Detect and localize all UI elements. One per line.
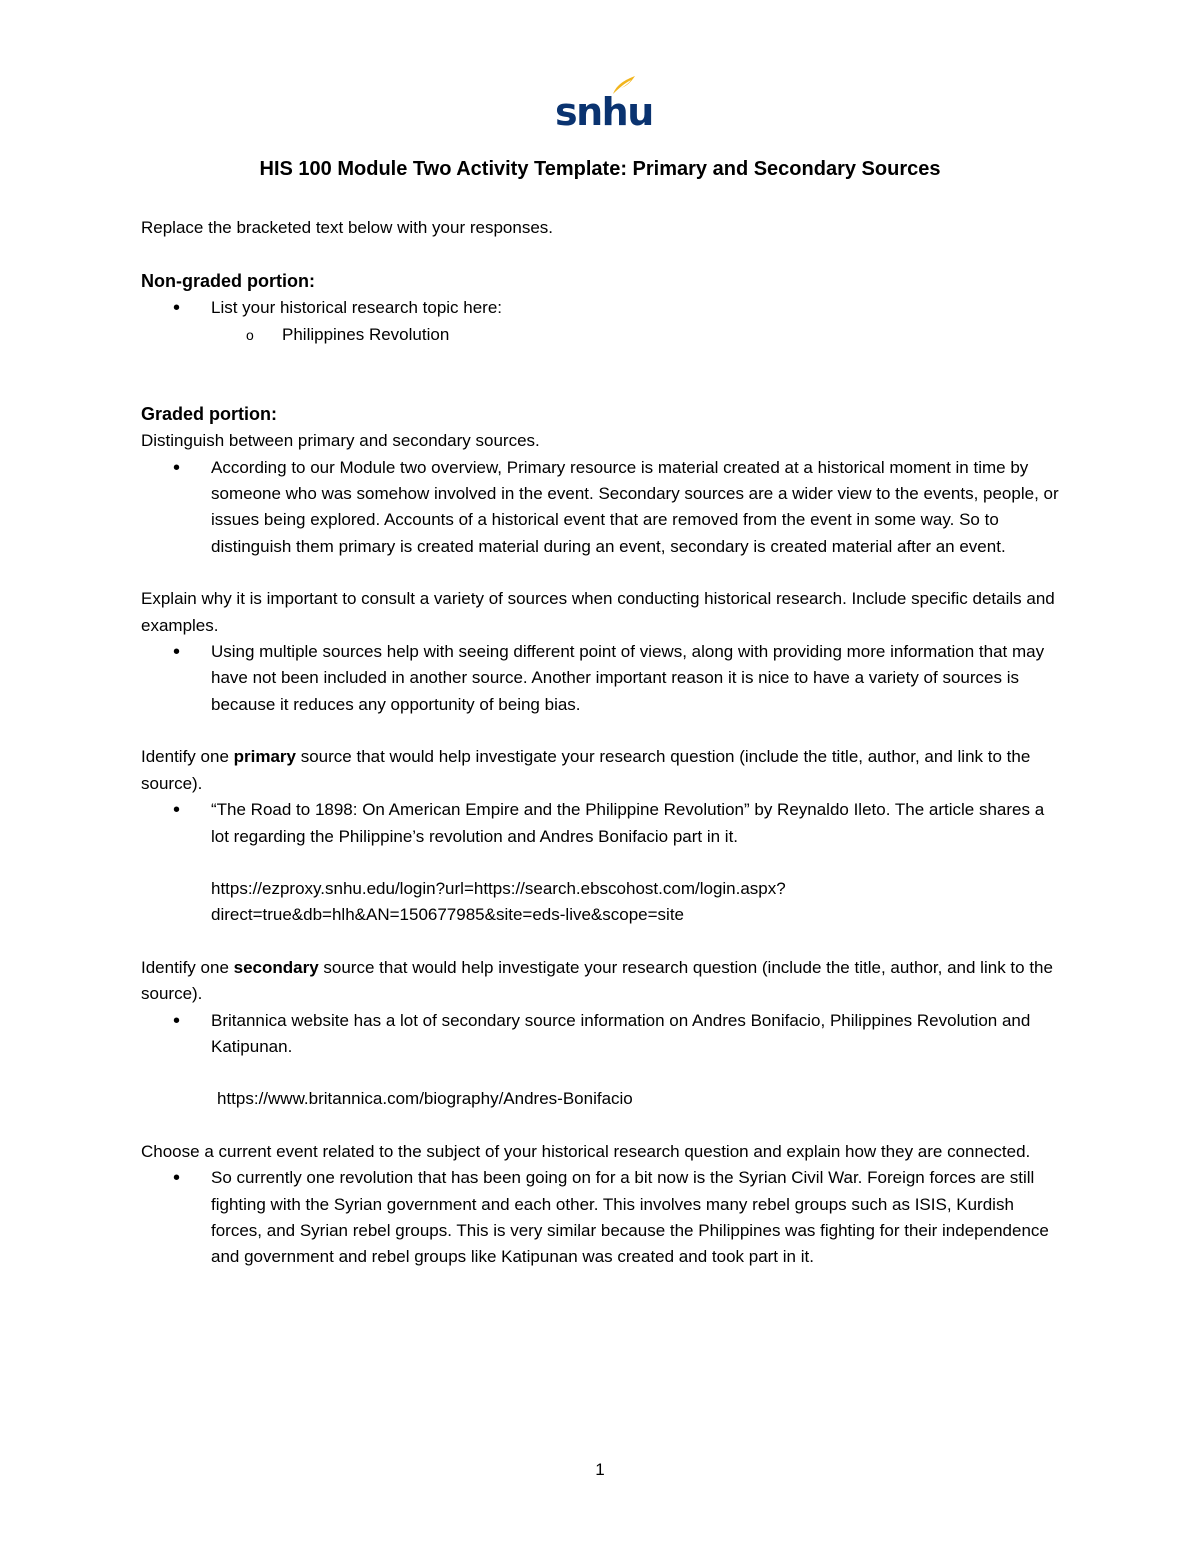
question-4 bbox=[141, 955, 1061, 1008]
q4-emphasis: secondary bbox=[233, 957, 319, 977]
page-number: 1 bbox=[595, 1460, 605, 1479]
graded-heading: Graded portion: bbox=[141, 404, 277, 425]
answer-1-list bbox=[141, 455, 1061, 561]
answer-4-list bbox=[141, 1008, 1061, 1061]
link-line-2[interactable]: direct=true&db=hlh&AN=150677985&site=eds-live&scope=site bbox=[211, 905, 685, 925]
nongraded-heading: Non-graded portion: bbox=[141, 271, 315, 292]
q3-text: Identify one bbox=[141, 747, 234, 767]
nongraded-list bbox=[141, 295, 1061, 348]
q4-text-rest: source that would help investigate your research question (include the title, author, and link to the source). bbox=[141, 957, 1053, 1004]
answer-1: • According to our Module two overview, Primary resource is material created at a historical moment in time by someone who was somehow involved in the event. Secondary sources are a wider view to the events, people, or issues being explored. Accounts of a historical event that are removed from the event in some way. So to distinguish them primary is created material during an event, secondary is created material after an event. bbox=[141, 455, 1061, 561]
list-item: • List your historical research topic here: bbox=[141, 295, 1061, 321]
document-body bbox=[141, 215, 1061, 1271]
list-subitem: o Philippines Revolution bbox=[141, 322, 1061, 348]
q3-emphasis: primary bbox=[233, 747, 296, 767]
answer-2: • Using multiple sources help with seeing different point of views, along with providing more information that may have not been included in another source. Another important reason it is nice to have a variety of sources is because it reduces any opportunity of being bias. bbox=[141, 639, 1061, 718]
answer-3: • “The Road to 1898: On American Empire and the Philippine Revolution” by Reynaldo Ileto. The article shares a lot regarding the Philippine’s revolution and Andres Bonifacio part in it. bbox=[141, 797, 1061, 850]
answer-5: • So currently one revolution that has been going on for a bit now is the Syrian Civil War. Foreign forces are still fighting with the Syrian government and each other. This involves many rebel groups such as ISIS, Kurdish forces, and Syrian rebel groups. This is very similar because the Philippines was fighting for their independence and government and rebel groups like Katipunan was created and took part in it. bbox=[141, 1165, 1061, 1271]
snhu-logo bbox=[555, 74, 653, 134]
question-2: Explain why it is important to consult a variety of sources when conducting historical research. Include specific details and examples. bbox=[141, 589, 1055, 635]
answer-3-list bbox=[141, 797, 1061, 850]
instructions: Replace the bracketed text below with your responses. bbox=[141, 218, 554, 237]
primary-source-link[interactable] bbox=[141, 876, 1061, 929]
link-line-1[interactable]: https://ezproxy.snhu.edu/login?url=https://search.ebscohost.com/login.aspx? bbox=[211, 878, 786, 898]
page-title: HIS 100 Module Two Activity Template: Primary and Secondary Sources bbox=[259, 158, 941, 180]
q3-text-rest: source that would help investigate your research question (include the title, author, and link to the source). bbox=[141, 747, 1031, 793]
answer-5-list bbox=[141, 1165, 1061, 1271]
logo-wordmark: snhu bbox=[555, 90, 653, 134]
secondary-source-link[interactable]: https://www.britannica.com/biography/Andres-Bonifacio bbox=[217, 1089, 633, 1109]
question-5: Choose a current event related to the subject of your historical research question and explain how they are connected. bbox=[141, 1141, 1031, 1161]
question-3 bbox=[141, 744, 1061, 797]
answer-2-list bbox=[141, 639, 1061, 718]
answer-4: • Britannica website has a lot of secondary source information on Andres Bonifacio, Philippines Revolution and Katipunan. bbox=[141, 1008, 1061, 1061]
question-1: Distinguish between primary and secondary sources. bbox=[141, 431, 540, 451]
q4-text: Identify one bbox=[141, 957, 234, 977]
